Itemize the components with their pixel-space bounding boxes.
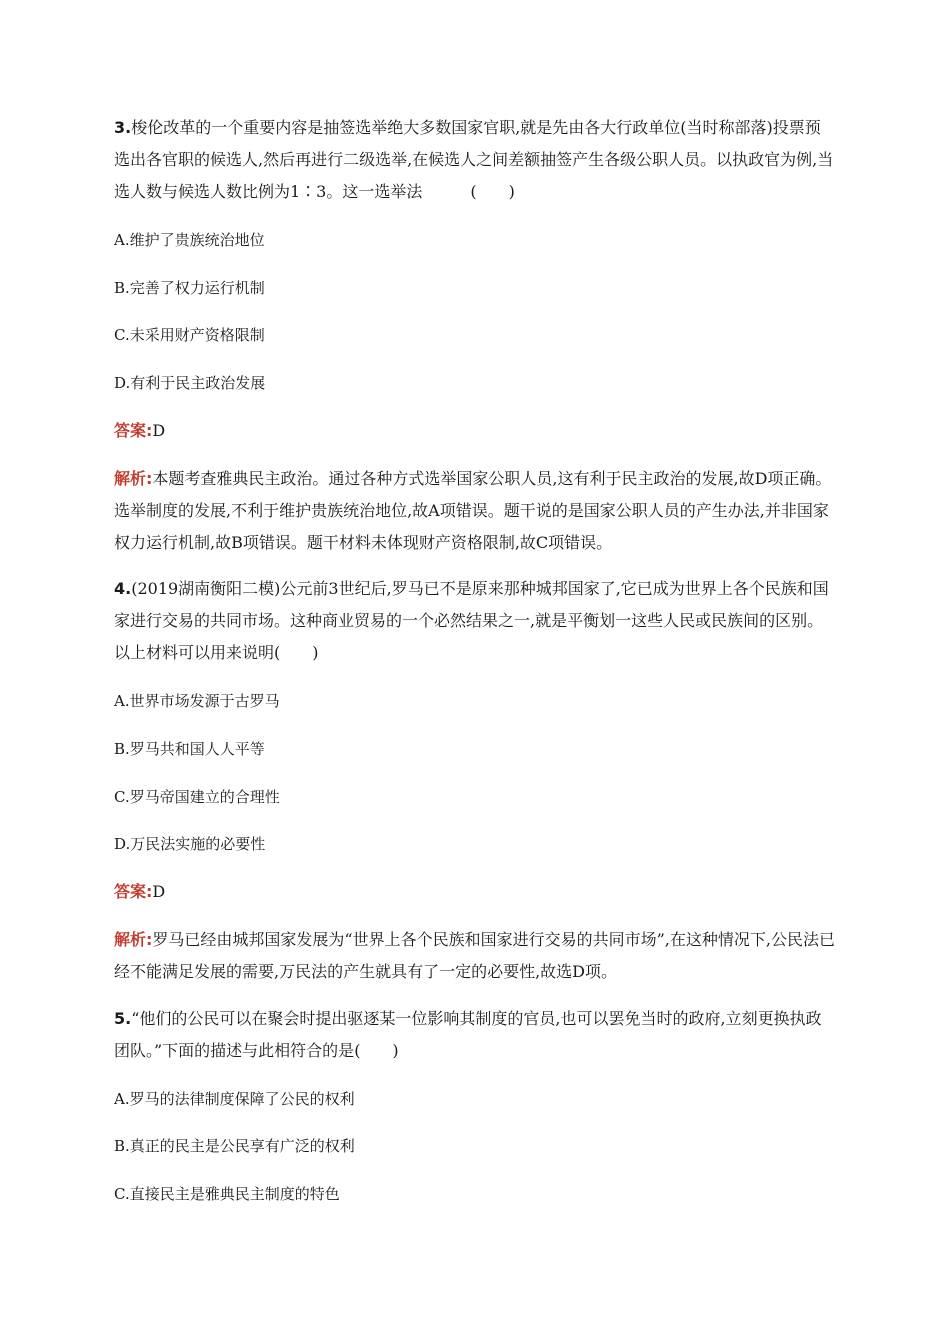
analysis-text: 罗马已经由城邦国家发展为“世界上各个民族和国家进行交易的共同市场”,在这种情况下,公民法已经不能满足发展的需要,万民法的产生就具有了一定的必要性,故选D项。 xyxy=(114,930,835,981)
question-number: 3. xyxy=(114,118,132,137)
question-text: “他们的公民可以在聚会时提出驱逐某一位影响其制度的官员,也可以罢免当时的政府,立刻更换执政团队。”下面的描述与此相符合的是 xyxy=(114,1009,822,1060)
analysis-label: 解析: xyxy=(114,930,153,949)
answer-blank: ( ) xyxy=(274,643,319,662)
question-5 xyxy=(114,1003,836,1067)
answer-line xyxy=(114,419,165,443)
question-text: 梭伦改革的一个重要内容是抽签选举绝大多数国家官职,就是先由各大行政单位(当时称部落)投票预选出各官职的候选人,然后再进行二级选举,在候选人之间差额抽签产生各级公职人员。以执政官为例,当选人数与候选人数比例为1∶3。这一选举法 xyxy=(114,118,834,201)
option-c: C.未采用财产资格限制 xyxy=(114,326,265,344)
option-b: B.罗马共和国人人平等 xyxy=(114,740,265,758)
question-4-stem xyxy=(114,573,836,669)
answer-value: D xyxy=(152,882,166,901)
answer-label: 答案: xyxy=(114,421,153,440)
question-3-stem xyxy=(114,112,836,208)
question-number: 5. xyxy=(114,1009,132,1028)
option-a: A.维护了贵族统治地位 xyxy=(114,231,265,249)
option-a: A.世界市场发源于古罗马 xyxy=(114,692,280,710)
option-c: C.直接民主是雅典民主制度的特色 xyxy=(114,1185,340,1203)
analysis-label: 解析: xyxy=(114,469,153,488)
analysis-block xyxy=(114,463,836,559)
option-a: A.罗马的法律制度保障了公民的权利 xyxy=(114,1090,355,1108)
question-4 xyxy=(114,573,836,669)
analysis-block xyxy=(114,924,836,988)
option-c: C.罗马帝国建立的合理性 xyxy=(114,788,280,806)
question-5-stem xyxy=(114,1003,836,1067)
answer-label: 答案: xyxy=(114,882,153,901)
option-d: D.有利于民主政治发展 xyxy=(114,374,266,392)
question-text: (2019湖南衡阳二模)公元前3世纪后,罗马已不是原来那种城邦国家了,它已成为世界上各个民族和国家进行交易的共同市场。这种商业贸易的一个必然结果之一,就是平衡划一这些人民或民族间的区别。以上材料可以用来说明 xyxy=(114,579,829,662)
answer-line xyxy=(114,880,165,904)
question-3 xyxy=(114,112,836,208)
option-d: D.万民法实施的必要性 xyxy=(114,835,266,853)
option-b: B.完善了权力运行机制 xyxy=(114,279,265,297)
option-b: B.真正的民主是公民享有广泛的权利 xyxy=(114,1137,355,1155)
answer-value: D xyxy=(152,421,166,440)
answer-blank: ( ) xyxy=(354,1041,399,1060)
question-number: 4. xyxy=(114,579,132,598)
analysis-text: 本题考查雅典民主政治。通过各种方式选举国家公职人员,这有利于民主政治的发展,故D项正确。选举制度的发展,不利于维护贵族统治地位,故A项错误。题干说的是国家公职人员的产生办法,并非国家权力运行机制,故B项错误。题干材料未体现财产资格限制,故C项错误。 xyxy=(114,469,832,552)
answer-blank: ( ) xyxy=(470,182,515,201)
